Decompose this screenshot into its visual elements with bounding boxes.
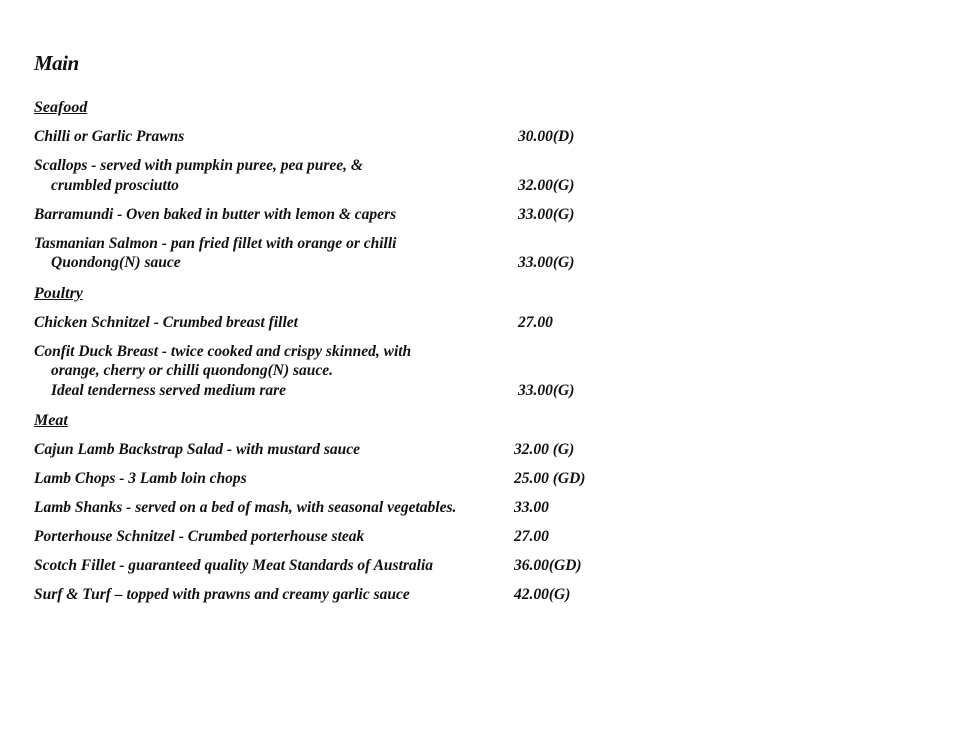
menu-item xyxy=(34,127,734,147)
menu-item xyxy=(34,469,734,489)
item-price: 30.00(D) xyxy=(518,128,575,145)
item-description: Porterhouse Schnitzel - Crumbed porterhouse steak xyxy=(34,528,365,545)
item-price: 25.00 (GD) xyxy=(514,470,586,487)
section-heading: Meat xyxy=(34,412,68,429)
section-poultry xyxy=(34,284,734,401)
section-heading: Poultry xyxy=(34,284,83,302)
item-price: 33.00(G) xyxy=(518,381,575,399)
menu-item xyxy=(34,498,734,518)
menu-item xyxy=(34,527,734,547)
item-price: 33.00(G) xyxy=(518,254,575,271)
item-description: Lamb Shanks - served on a bed of mash, with seasonal vegetables. xyxy=(34,499,457,516)
item-description-continued: crumbled prosciutto xyxy=(51,176,179,194)
item-price: 27.00 xyxy=(514,528,549,545)
item-price: 36.00(GD) xyxy=(514,557,582,574)
menu-item xyxy=(34,205,734,225)
menu-title: Main xyxy=(34,51,79,75)
item-price: 33.00(G) xyxy=(518,205,575,223)
menu-item xyxy=(34,556,734,576)
item-description: Scallops - served with pumpkin puree, pea puree, & xyxy=(34,157,363,174)
item-price: 32.00(G) xyxy=(518,176,575,194)
menu-item xyxy=(34,234,734,273)
menu-item xyxy=(34,585,734,605)
item-price: 33.00 xyxy=(514,499,549,516)
item-description: Cajun Lamb Backstrap Salad - with mustard sauce xyxy=(34,441,360,458)
item-description: Lamb Chops - 3 Lamb loin chops xyxy=(34,470,247,487)
item-description: Chicken Schnitzel - Crumbed breast fillet xyxy=(34,313,298,331)
menu-item xyxy=(34,156,734,195)
menu-item xyxy=(34,440,734,460)
item-price: 27.00 xyxy=(518,313,553,331)
item-price: 42.00(G) xyxy=(514,586,571,603)
item-description: Confit Duck Breast - twice cooked and crispy skinned, with xyxy=(34,342,412,360)
section-heading: Seafood xyxy=(34,99,88,116)
item-description: Barramundi - Oven baked in butter with lemon & capers xyxy=(34,205,397,223)
item-description: Surf & Turf – topped with prawns and creamy garlic sauce xyxy=(34,586,410,603)
menu-page xyxy=(34,50,734,616)
item-description: Scotch Fillet - guaranteed quality Meat Standards of Australia xyxy=(34,557,434,574)
item-description-continued: Ideal tenderness served medium rare xyxy=(51,381,287,399)
section-seafood xyxy=(34,98,734,273)
item-price: 32.00 (G) xyxy=(514,441,575,458)
item-description: Chilli or Garlic Prawns xyxy=(34,128,185,145)
item-description-continued: Quondong(N) sauce xyxy=(51,254,181,271)
menu-item xyxy=(34,313,734,333)
item-description: Tasmanian Salmon - pan fried fillet with orange or chilli xyxy=(34,234,397,252)
section-meat xyxy=(34,411,734,605)
menu-item xyxy=(34,342,734,401)
item-description-continued: orange, cherry or chilli quondong(N) sauce. xyxy=(51,362,334,379)
